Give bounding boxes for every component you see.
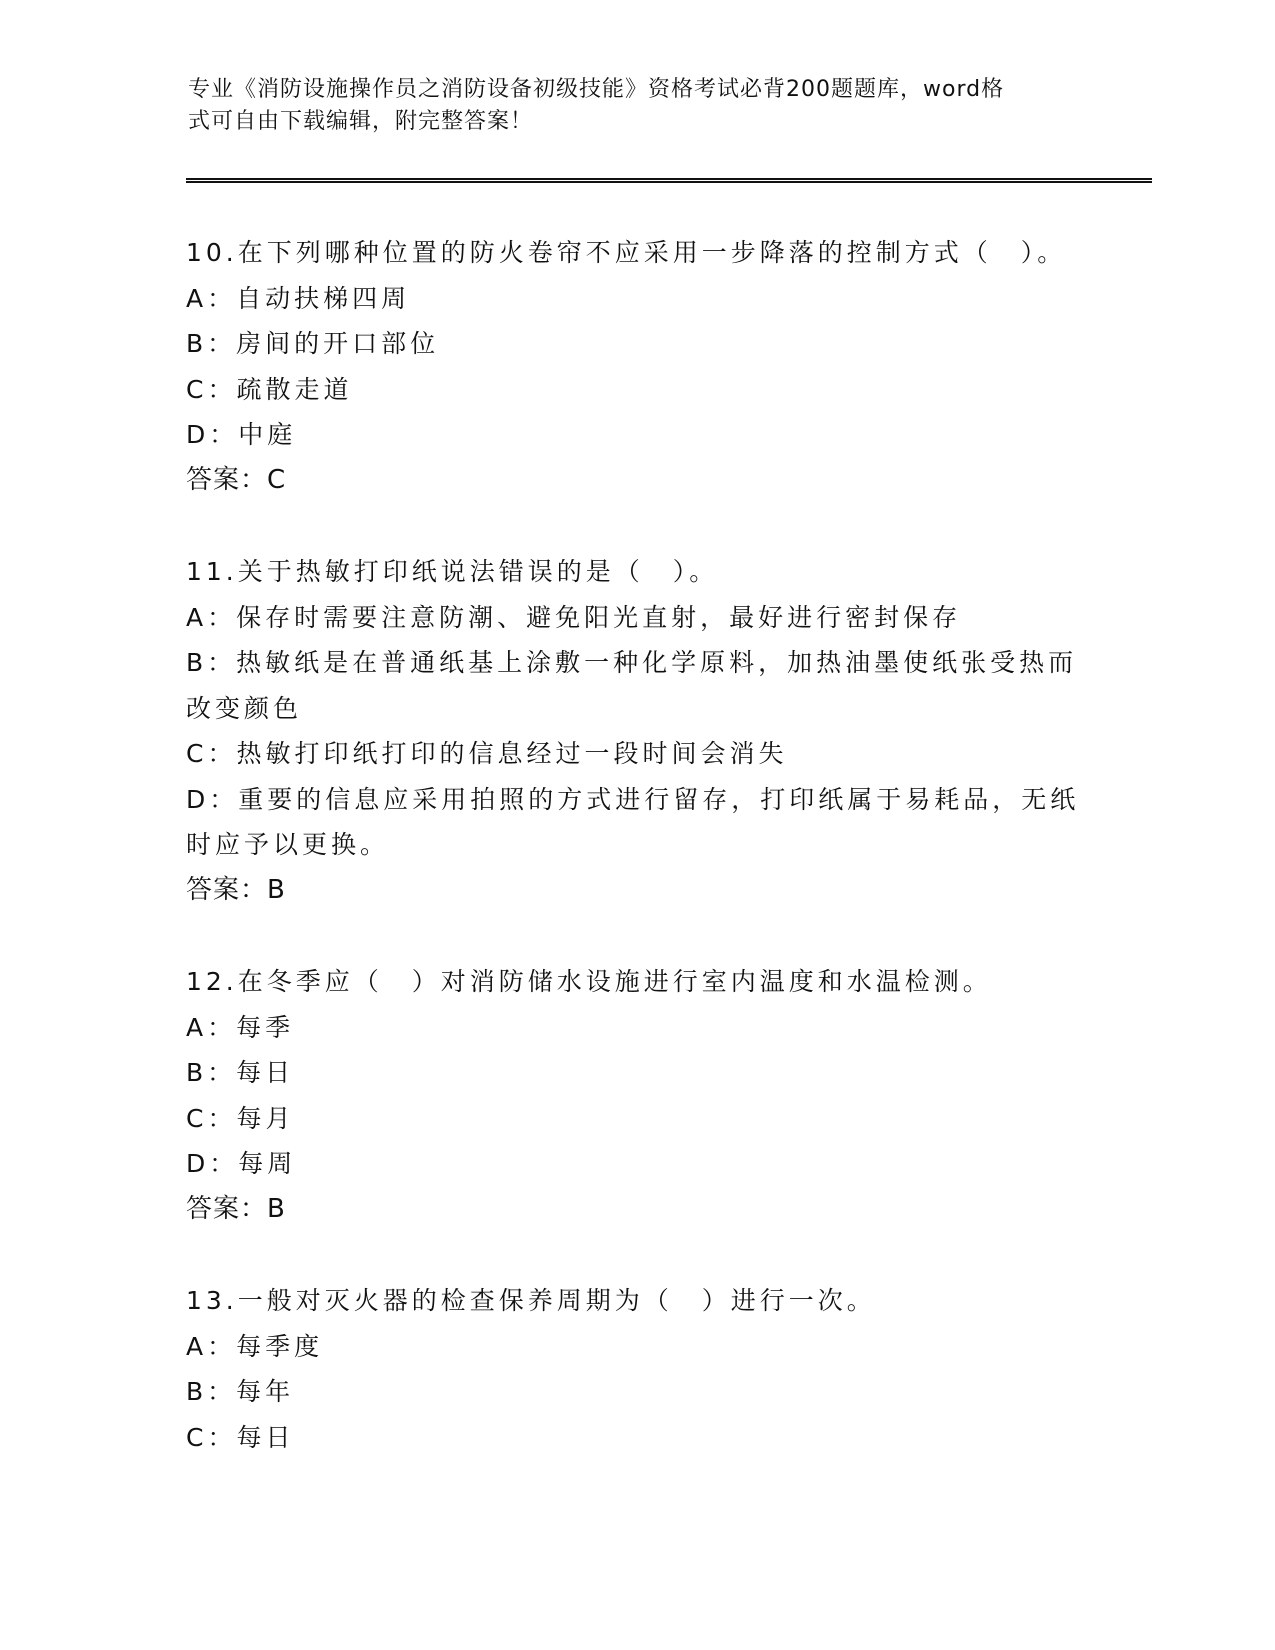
header-line-2: 式可自由下载编辑，附完整答案！ bbox=[188, 109, 534, 134]
question-12 bbox=[186, 959, 1086, 1232]
option-d: D：重要的信息应采用拍照的方式进行留存，打印纸属于易耗品，无纸 bbox=[186, 784, 1080, 814]
option-b: B：每日 bbox=[186, 1058, 295, 1087]
option-c: C：每日 bbox=[186, 1422, 295, 1452]
document-header bbox=[188, 74, 1068, 138]
option-d: D：每周 bbox=[186, 1149, 297, 1178]
question-stem: 11.关于热敏打印纸说法错误的是（ ）。 bbox=[186, 557, 719, 586]
question-11 bbox=[186, 549, 1086, 913]
option-d-continued: 时应予以更换。 bbox=[186, 830, 390, 859]
question-list bbox=[186, 230, 1086, 1506]
option-b-continued: 改变颜色 bbox=[186, 693, 303, 723]
question-13 bbox=[186, 1278, 1086, 1460]
option-a: A：每季度 bbox=[186, 1331, 324, 1361]
answer-label: 答案：B bbox=[186, 874, 286, 905]
option-b: B：热敏纸是在普通纸基上涂敷一种化学原料，加热油墨使纸张受热而 bbox=[186, 648, 1078, 677]
option-c: C：每月 bbox=[186, 1103, 295, 1133]
option-b: B：房间的开口部位 bbox=[186, 329, 440, 358]
option-a: A：保存时需要注意防潮、避免阳光直射，最好进行密封保存 bbox=[186, 602, 962, 632]
header-divider bbox=[186, 178, 1152, 183]
option-b: B：每年 bbox=[186, 1377, 295, 1406]
option-d: D：中庭 bbox=[186, 420, 297, 449]
question-stem: 10.在下列哪种位置的防火卷帘不应采用一步降落的控制方式（ ）。 bbox=[186, 238, 1067, 267]
option-a: A：自动扶梯四周 bbox=[186, 283, 411, 313]
question-stem: 12.在冬季应（ ）对消防储水设施进行室内温度和水温检测。 bbox=[186, 967, 992, 996]
answer-label: 答案：C bbox=[186, 464, 287, 495]
question-stem: 13.一般对灭火器的检查保养周期为（ ）进行一次。 bbox=[186, 1286, 876, 1315]
question-10 bbox=[186, 230, 1086, 503]
option-c: C：热敏打印纸打印的信息经过一段时间会消失 bbox=[186, 739, 788, 768]
header-line-1: 专业《消防设施操作员之消防设备初级技能》资格考试必背200题题库，word格 bbox=[188, 77, 1005, 102]
answer-label: 答案：B bbox=[186, 1193, 286, 1224]
option-a: A：每季 bbox=[186, 1012, 295, 1042]
option-c: C：疏散走道 bbox=[186, 374, 353, 404]
